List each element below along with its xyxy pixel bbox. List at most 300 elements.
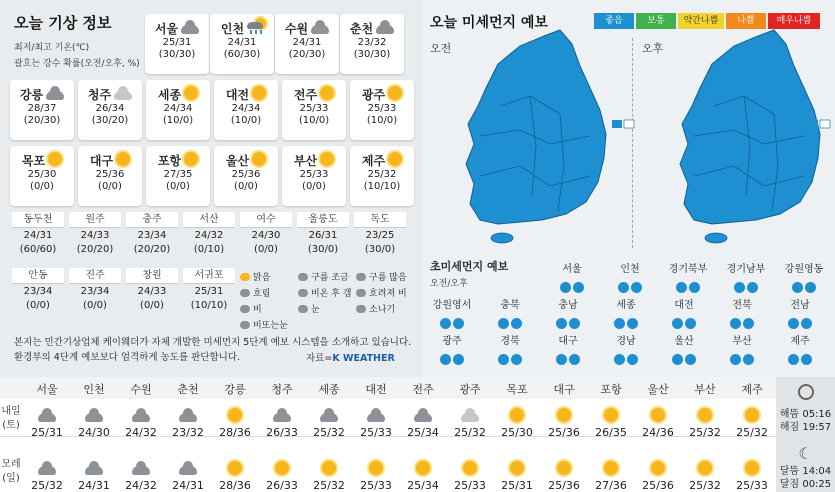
legend-item: [356, 270, 407, 283]
forecast-city-header: [167, 381, 209, 397]
cloud-rain-icon: [356, 289, 366, 297]
am-dust-dot: [618, 282, 629, 293]
city-temp: 24/34: [231, 103, 261, 114]
small-city: [297, 212, 349, 256]
forecast-temp: 25/33: [454, 479, 486, 492]
city-prob: (10/0): [230, 115, 262, 126]
pm-dust-dot: [801, 354, 812, 365]
small-city-prob: (60/60): [19, 244, 57, 255]
city-name: 청주: [87, 87, 112, 102]
legend-label: 소나기: [369, 305, 396, 315]
pm-dust-dot: [627, 354, 638, 365]
sun-icon: [228, 461, 242, 475]
forecast-cell: [637, 407, 679, 439]
fine-dust-city-name: 세종: [616, 300, 636, 311]
forecast-temp: 25/32: [736, 426, 768, 439]
legend-item: [298, 270, 349, 283]
fine-dust-city-name: 전북: [732, 300, 752, 311]
forecast-city-name: 인천: [83, 383, 105, 396]
rain-sun-icon: [298, 289, 308, 297]
city-prob: (0/0): [98, 181, 122, 192]
dust-legend-item: 보통: [636, 13, 676, 29]
fine-dust-city-name: 광주: [442, 336, 462, 347]
city-prob: (10/0): [298, 115, 330, 126]
fine-dust-city: [716, 260, 776, 297]
forecast-cell: [590, 407, 632, 439]
forecast-city-name: 제주: [741, 383, 763, 396]
city-name: 울산: [225, 153, 250, 168]
forecast-city-header: [308, 381, 350, 397]
am-dust-dot: [672, 354, 683, 365]
sun-icon: [322, 461, 336, 475]
forecast-city-name: 서울: [36, 383, 58, 396]
forecast-temp: 25/33: [360, 479, 392, 492]
forecast-temp: 25/32: [313, 479, 345, 492]
cloud-icon: [38, 466, 56, 475]
city-card: [10, 80, 74, 140]
sun-icon: [369, 461, 383, 475]
pm-dust-dot: [685, 354, 696, 365]
city-card: [282, 80, 346, 140]
city-prob: (10/0): [162, 115, 194, 126]
small-city-name: 동두천: [12, 212, 64, 228]
forecast-cell: [543, 460, 585, 492]
city-prob: (30/30): [158, 49, 196, 60]
forecast-temp: 24/31: [78, 479, 110, 492]
small-city-temp: 23/34: [80, 286, 110, 297]
forecast-temp: 26/33: [266, 426, 298, 439]
city-temp: 25/31: [162, 37, 192, 48]
cloud-light-icon: [114, 91, 132, 100]
forecast-city-name: 광주: [459, 383, 481, 396]
fine-dust-city-name: 제주: [790, 336, 810, 347]
forecast-temp: 25/36: [548, 426, 580, 439]
moon-icon: ☾: [798, 444, 813, 463]
forecast-city-header: [120, 381, 162, 397]
small-city-prob: (30/0): [364, 244, 396, 255]
pm-dust-dot: [453, 354, 464, 365]
sun-icon: [252, 86, 266, 100]
cloud-icon: [181, 25, 199, 34]
forecast-city-header: [496, 381, 538, 397]
forecast-cell: [308, 460, 350, 492]
legend-item: [240, 302, 262, 315]
am-dust-dot: [556, 354, 567, 365]
pm-dust-dot: [573, 282, 584, 293]
cloud-icon: [46, 91, 64, 100]
legend-label: 구름 조금: [311, 273, 349, 283]
city-card: [78, 80, 142, 140]
korea-map-am: [440, 26, 640, 251]
sun-icon: [48, 152, 62, 166]
forecast-city-name: 목포: [506, 383, 528, 396]
small-city: [240, 212, 292, 256]
sun-outline-icon: [776, 384, 835, 404]
fine-dust-city: [600, 260, 660, 297]
small-city-prob: (20/20): [76, 244, 114, 255]
am-dust-dot: [440, 354, 451, 365]
am-dust-dot: [614, 318, 625, 329]
fine-dust-city: [774, 260, 834, 297]
sun-icon: [510, 408, 524, 422]
fine-dust-city: [422, 332, 482, 369]
forecast-table: [0, 377, 835, 492]
cloud-light-icon: [356, 273, 366, 281]
city-temp: 28/37: [27, 103, 57, 114]
forecast-cell: [167, 407, 209, 439]
forecast-city-name: 수원: [130, 383, 152, 396]
fine-dust-city: [538, 296, 598, 333]
small-city-name: 여수: [240, 212, 292, 228]
city-temp: 24/31: [227, 37, 257, 48]
forecast-cell: [449, 407, 491, 439]
sun-icon: [651, 461, 665, 475]
cloud-icon: [132, 413, 150, 422]
forecast-temp: 24/32: [125, 479, 157, 492]
city-temp: 27/35: [163, 169, 193, 180]
sun-moon-box: [776, 377, 835, 492]
forecast-cell: [167, 460, 209, 492]
small-city-temp: 23/25: [365, 230, 395, 241]
source-label: [306, 350, 395, 364]
forecast-temp: 25/32: [31, 479, 63, 492]
shower-icon: [356, 305, 366, 313]
forecast-cell: [543, 407, 585, 439]
fine-dust-sub: 오전/오후: [430, 279, 468, 289]
dust-legend-item: 나쁨: [726, 13, 766, 29]
small-city-temp: 23/34: [23, 286, 53, 297]
small-city-temp: 24/32: [194, 230, 224, 241]
am-dust-dot: [440, 318, 451, 329]
cloud-icon: [85, 413, 103, 422]
city-card: [10, 146, 74, 206]
weather-title: 오늘 기상 정보: [14, 14, 112, 32]
city-temp: 25/32: [367, 169, 397, 180]
city-temp: 24/34: [163, 103, 193, 114]
forecast-temp: 25/33: [360, 426, 392, 439]
am-dust-dot: [730, 318, 741, 329]
city-name: 목포: [21, 153, 46, 168]
sun-icon: [388, 152, 402, 166]
city-temp: 25/36: [231, 169, 261, 180]
city-temp: 25/36: [95, 169, 125, 180]
small-city-name: 원주: [69, 212, 121, 228]
small-city-prob: (0/0): [140, 300, 164, 311]
sun-icon: [604, 461, 618, 475]
sun-icon: [388, 86, 402, 100]
pm-dust-dot: [627, 318, 638, 329]
city-card: [78, 146, 142, 206]
small-city: [12, 212, 64, 256]
forecast-cell: [402, 460, 444, 492]
city-card: [282, 146, 346, 206]
cloud-icon: [311, 25, 329, 34]
am-dust-dot: [556, 318, 567, 329]
snow-icon: [298, 305, 308, 313]
dust-pm-label: 오후: [642, 42, 664, 55]
forecast-cell: [261, 460, 303, 492]
dust-am-label: 오전: [430, 42, 452, 55]
forecast-temp: 25/34: [407, 426, 439, 439]
am-dust-dot: [560, 282, 571, 293]
legend-item: [356, 302, 395, 315]
am-dust-dot: [792, 282, 803, 293]
forecast-cell: [120, 460, 162, 492]
small-city-prob: (10/10): [190, 300, 228, 311]
forecast-cell: [731, 460, 773, 492]
city-card: [146, 146, 210, 206]
source-logo: K WEATHER: [332, 353, 395, 364]
fine-dust-city: [596, 332, 656, 369]
pm-dust-dot: [689, 282, 700, 293]
cloud-light-icon: [461, 413, 479, 422]
forecast-temp: 23/32: [172, 426, 204, 439]
am-dust-dot: [614, 354, 625, 365]
legend-item: [240, 318, 288, 331]
forecast-temp: 25/36: [548, 479, 580, 492]
city-name: 전주: [293, 87, 318, 102]
fine-dust-city: [596, 296, 656, 333]
small-city-prob: (0/0): [254, 244, 278, 255]
legend-item: [240, 286, 270, 299]
forecast-cell: [120, 407, 162, 439]
forecast-city-name: 춘천: [177, 383, 199, 396]
small-city-temp: 24/30: [251, 230, 281, 241]
city-prob: (60/30): [223, 49, 261, 60]
fine-dust-city: [770, 296, 830, 333]
forecast-city-name: 전주: [412, 383, 434, 396]
pm-dust-dot: [743, 318, 754, 329]
fine-dust-city: [770, 332, 830, 369]
am-dust-dot: [730, 354, 741, 365]
small-city-temp: 24/33: [137, 286, 167, 297]
fine-dust-city-name: 강원영동: [784, 264, 824, 275]
cloud-icon: [376, 25, 394, 34]
day2-label: [0, 458, 22, 486]
dust-legend-item: 매우나쁨: [768, 13, 820, 29]
fine-dust-city: [480, 296, 540, 333]
forecast-city-name: 세종: [318, 383, 340, 396]
pm-dust-dot: [569, 318, 580, 329]
city-prob: (30/20): [91, 115, 129, 126]
small-city-temp: 24/31: [23, 230, 53, 241]
forecast-city-name: 청주: [271, 383, 293, 396]
weather-subtitle-temp: 최저/최고 기온(℃): [14, 43, 90, 53]
small-city-temp: 24/33: [80, 230, 110, 241]
forecast-city-header: [355, 381, 397, 397]
day2-label-weekday: (일): [2, 473, 20, 484]
sun-icon: [184, 152, 198, 166]
small-city-prob: (0/0): [26, 300, 50, 311]
small-city-prob: (0/10): [193, 244, 225, 255]
note-line-2: 환경부의 4단계 예보보다 엄격하게 농도를 판단합니다.: [14, 352, 241, 363]
forecast-cell: [637, 460, 679, 492]
city-prob: (10/0): [366, 115, 398, 126]
city-name: 수원: [284, 21, 309, 36]
forecast-city-name: 울산: [647, 383, 669, 396]
forecast-cell: [73, 407, 115, 439]
cloud-rain-sun-icon: [247, 20, 263, 34]
fine-dust-city-name: 강원영서: [432, 300, 472, 311]
city-card: [350, 80, 414, 140]
forecast-temp: 25/32: [689, 426, 721, 439]
forecast-temp: 27/36: [595, 479, 627, 492]
fine-dust-city: [654, 296, 714, 333]
fine-dust-city: [654, 332, 714, 369]
city-prob: (30/30): [353, 49, 391, 60]
small-city-prob: (0/0): [83, 300, 107, 311]
forecast-city-header: [402, 381, 444, 397]
small-city-prob: (30/0): [307, 244, 339, 255]
city-prob: (0/0): [30, 181, 54, 192]
city-temp: 23/32: [357, 37, 387, 48]
forecast-cell: [355, 407, 397, 439]
sun-icon: [252, 152, 266, 166]
legend-item: [298, 302, 320, 315]
city-card: [214, 80, 278, 140]
forecast-city-header: [543, 381, 585, 397]
forecast-temp: 24/36: [642, 426, 674, 439]
legend-label: 맑음: [253, 273, 271, 283]
forecast-cell: [590, 460, 632, 492]
sun-icon: [698, 408, 712, 422]
forecast-cell: [26, 407, 68, 439]
day1-label-name: 내일: [1, 406, 21, 417]
small-city: [12, 268, 64, 312]
fine-dust-title: 초미세먼지 예보: [430, 260, 509, 273]
sun-icon: [557, 408, 571, 422]
sun-icon: [745, 461, 759, 475]
dust-legend-item: 약간나쁨: [678, 13, 724, 29]
sun-icon: [510, 461, 524, 475]
cloud-icon: [367, 413, 385, 422]
moonrise-time: 달뜸 14:04: [779, 466, 832, 477]
city-card: [350, 146, 414, 206]
legend-label: 비온 후 갬: [311, 289, 352, 299]
sunrise-time: 해뜸 05:16: [779, 409, 832, 420]
city-name: 세종: [157, 87, 182, 102]
forecast-city-name: 대전: [365, 383, 387, 396]
small-city: [126, 212, 178, 256]
forecast-temp: 25/34: [407, 479, 439, 492]
forecast-cell: [261, 407, 303, 439]
city-name: 대전: [225, 87, 250, 102]
city-name: 서울: [154, 21, 179, 36]
korea-map-pm: [654, 26, 835, 251]
sleet-icon: [240, 321, 250, 329]
forecast-cell: [449, 460, 491, 492]
small-city: [183, 268, 235, 312]
fine-dust-city-name: 경기북부: [668, 264, 708, 275]
forecast-cell: [26, 460, 68, 492]
fine-dust-city-name: 부산: [732, 336, 752, 347]
cloud-icon: [85, 466, 103, 475]
cloud-icon: [38, 413, 56, 422]
small-city-name: 서산: [183, 212, 235, 228]
fine-dust-city-name: 대전: [674, 300, 694, 311]
city-prob: (20/30): [288, 49, 326, 60]
legend-label: 눈: [311, 305, 320, 315]
forecast-cell: [496, 407, 538, 439]
fine-dust-city-name: 경북: [500, 336, 520, 347]
dust-panel: [422, 0, 835, 377]
fine-dust-city: [422, 296, 482, 333]
forecast-city-header: [214, 381, 256, 397]
forecast-temp: 28/36: [219, 426, 251, 439]
city-prob: (10/10): [363, 181, 401, 192]
forecast-temp: 25/31: [31, 426, 63, 439]
forecast-temp: 28/36: [219, 479, 251, 492]
city-name: 광주: [361, 87, 386, 102]
city-temp: 25/30: [27, 169, 57, 180]
cloud-icon: [179, 466, 197, 475]
legend-item: [240, 270, 270, 283]
small-city-name: 서귀포: [183, 268, 235, 284]
pm-dust-dot: [801, 318, 812, 329]
day1-label-weekday: (토): [2, 420, 20, 431]
cloud-icon: [320, 413, 338, 422]
city-prob: (0/0): [234, 181, 258, 192]
city-temp: 24/31: [292, 37, 322, 48]
city-name: 춘천: [349, 21, 374, 36]
sun-icon: [240, 273, 250, 281]
forecast-city-header: [449, 381, 491, 397]
fine-dust-city-name: 서울: [562, 264, 582, 275]
sun-icon: [416, 461, 430, 475]
small-city: [69, 268, 121, 312]
city-prob: (0/0): [166, 181, 190, 192]
city-card: [210, 14, 274, 74]
partly-cloudy-icon: [298, 273, 308, 281]
forecast-temp: 24/31: [172, 479, 204, 492]
am-dust-dot: [734, 282, 745, 293]
forecast-temp: 26/33: [266, 479, 298, 492]
forecast-temp: 25/32: [454, 426, 486, 439]
forecast-city-name: 강릉: [224, 383, 246, 396]
forecast-cell: [731, 407, 773, 439]
cloud-icon: [414, 413, 432, 422]
small-city-prob: (20/20): [133, 244, 171, 255]
city-name: 인천: [220, 21, 245, 36]
fine-dust-city: [480, 332, 540, 369]
weather-panel: [0, 0, 422, 377]
source-prefix: 자료=: [306, 353, 333, 364]
forecast-cell: [402, 407, 444, 439]
am-dust-dot: [788, 354, 799, 365]
rain-icon: [240, 305, 250, 313]
small-city-name: 독도: [354, 212, 406, 228]
sun-icon: [604, 408, 618, 422]
small-city-name: 창원: [126, 268, 178, 284]
forecast-cell: [73, 460, 115, 492]
cloud-icon: [132, 466, 150, 475]
city-name: 부산: [293, 153, 318, 168]
sun-icon: [116, 152, 130, 166]
am-dust-dot: [672, 318, 683, 329]
am-dust-dot: [788, 318, 799, 329]
forecast-city-name: 부산: [694, 383, 716, 396]
city-card: [146, 80, 210, 140]
sun-icon: [320, 152, 334, 166]
sunset-time: 해짐 19:57: [779, 422, 832, 433]
pm-dust-dot: [805, 282, 816, 293]
forecast-city-name: 포항: [600, 383, 622, 396]
forecast-cell: [214, 407, 256, 439]
sun-icon: [228, 408, 242, 422]
forecast-temp: 25/32: [313, 426, 345, 439]
forecast-temp: 25/33: [736, 479, 768, 492]
city-card: [145, 14, 209, 74]
